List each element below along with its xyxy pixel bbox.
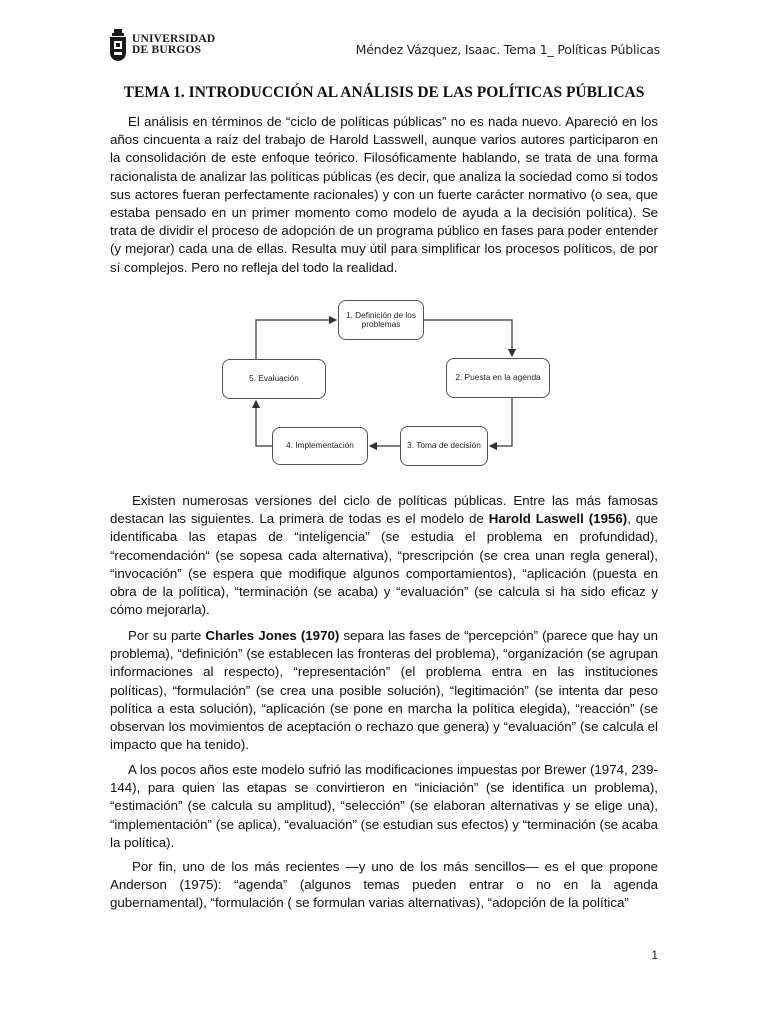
policy-cycle-diagram (222, 298, 552, 474)
cycle-step-5: 5. Evaluación (222, 359, 326, 399)
running-title: Méndez Vázquez, Isaac. Tema 1_ Políticas Públicas (355, 42, 660, 57)
cycle-step-4: 4. Implementación (272, 427, 368, 465)
cycle-step-3: 3. Toma de decisión (400, 426, 488, 466)
paragraph-2-author: Harold Laswell (1956) (488, 511, 628, 527)
logo-line-2: DE BURGOS (132, 44, 202, 56)
paragraph-2 (110, 492, 658, 619)
arrow-4-to-5 (256, 401, 272, 446)
paragraph-3-text-a: Por su parte (128, 628, 206, 643)
document-title: TEMA 1. INTRODUCCIÓN AL ANÁLISIS DE LAS POLÍTICAS PÚBLICAS (123, 84, 645, 101)
paragraph-3-author: Charles Jones (1970) (205, 628, 340, 643)
cycle-step-1: 1. Definición de los problemas (338, 300, 424, 340)
arrow-5-to-1 (256, 320, 336, 359)
arrow-2-to-3 (490, 398, 512, 446)
paragraph-5-text: Por fin, uno de los más recientes —y uno de los más sencillos— es el que propone Anderson (1975): “agenda” (algunos temas pueden entrar o no en la agenda gubernamental), “formulación ( se formulan varias alternativas), “adopción de la política” (110, 859, 658, 911)
paragraph-2-text-b: , que identificaba las etapas de “inteligencia” (se estudia el problema en profundidad), “recomendación“ (se sopesa cada alternativa), “prescripción (se crea unan regla general), “invocación” (se espera que modifique algunos comportamientos), “aplicación (puesta en obra de la política), “terminación (se acaba) y “evaluación” (se calcula si ha sido eficaz y cómo mejorarla). (110, 511, 658, 618)
paragraph-3 (110, 627, 658, 754)
page-header (108, 28, 660, 72)
paragraph-2-text-a: Existen numerosas versiones del ciclo de políticas públicas. Entre las más famosas destacan las siguientes. La primera de todas es el modelo de (110, 493, 658, 527)
paragraph-5 (110, 858, 658, 913)
logo-line-1: UNIVERSIDAD (132, 33, 216, 45)
crest-icon (108, 28, 128, 62)
arrow-1-to-2 (424, 320, 512, 356)
university-logo (108, 28, 215, 62)
cycle-step-2: 2. Puesta en la agenda (446, 358, 550, 398)
paragraph-4 (110, 761, 658, 852)
paragraph-4-text: A los pocos años este modelo sufrió las modificaciones impuestas por Brewer (1974, 239-144), para quien las etapas se convirtieron en “iniciación” (se identifica un problema), “estimación” (se calcula su amplitud), “selección” (se elaboran alternativas y se elige una), “implementación” (se aplica), “evaluación” (se estudian sus efectos) y “terminación (se acaba la política). (110, 762, 658, 850)
paragraph-3-text-b: separa las fases de “percepción” (parece que hay un problema), “definición” (se establecen las fronteras del problema), “organización (se agrupan informaciones al respecto), “representación” (el problema entra en las instituciones políticas), “formulación” (se crea una posible solución), “legitimación” (se intenta dar peso política a esta solución), “aplicación (se pone en marcha la política elegida), “reacción” (se observan los movimientos de aceptación o rechazo que genera) y “evaluación” (se calcula el impacto que ha tenido). (110, 628, 658, 753)
paragraph-1 (110, 113, 658, 277)
paragraph-1-text: El análisis en términos de “ciclo de políticas públicas” no es nada nuevo. Apareció en los años cincuenta a raíz del trabajo de Harold Lasswell, aunque varios autores participaron en la consolidación de este enfoque teórico. Filosóficamente hablando, se trata de una forma racionalista de analizar las políticas públicas (es decir, que analiza la sociedad como si todos sus actores fueran perfectamente racionales) y con un fuerte carácter normativo (o sea, que estaba pensado en un primer momento como modelo de ayuda a la decisión política). Se trata de dividir el proceso de adopción de un programa público en fases para poder entender (y mejorar) cada una de ellas. Resulta muy útil para simplificar los procesos políticos, de por sí complejos. Pero no refleja del todo la realidad. (110, 114, 658, 275)
logo-wordmark (132, 34, 215, 56)
page-number: 1 (651, 948, 658, 962)
